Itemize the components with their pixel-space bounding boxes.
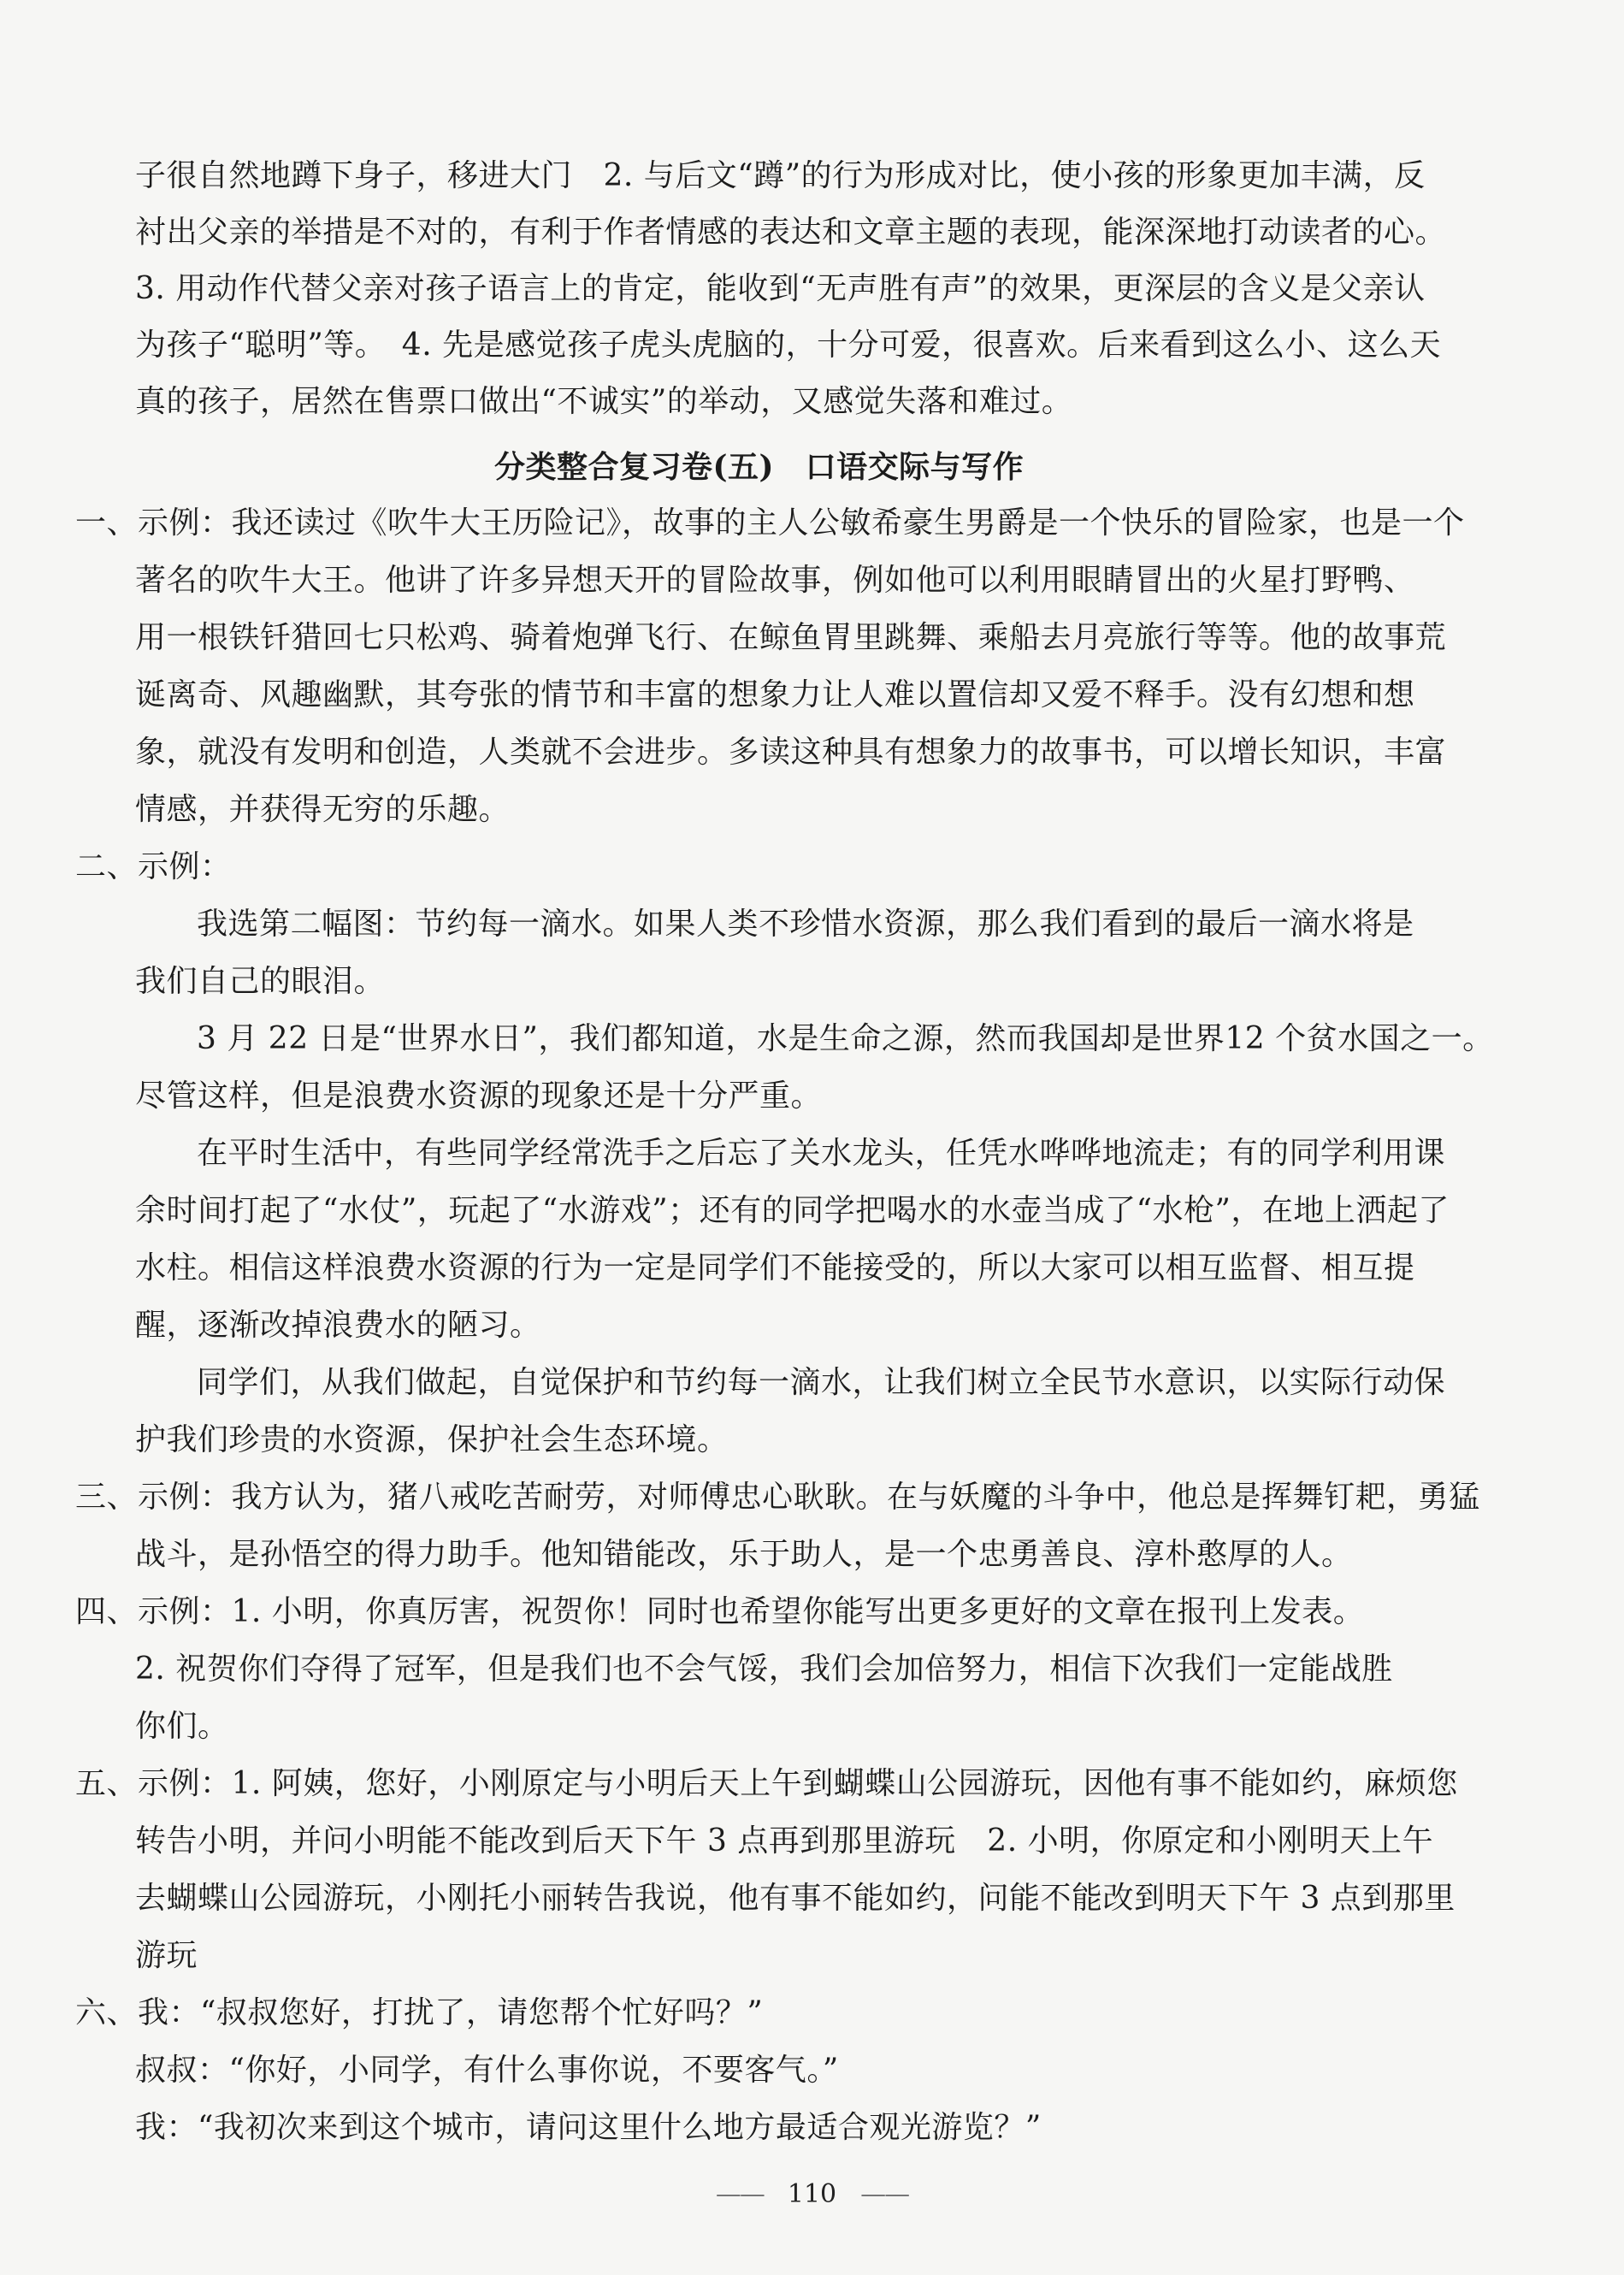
text-line: 二、示例： [75,849,232,884]
section-title: 分类整合复习卷(五) 口语交际与写作 [494,449,1025,485]
page-number-value: 110 [787,2179,837,2209]
page-number-dash-left: —— [715,2179,788,2209]
text-line: 真的孩子，居然在售票口做出“不诚实”的举动，又感觉失落和难过。 [135,384,1073,419]
text-line: 3 月 22 日是“世界水日”，我们都知道，水是生命之源，然而我国却是世界12 个贫水国之一。 [197,1021,1494,1056]
text-line: 诞离奇、风趣幽默，其夸张的情节和丰富的想象力让人难以置信却又爱不释手。没有幻想和想 [135,677,1415,712]
text-line: 2. 祝贺你们夺得了冠军，但是我们也不会气馁，我们会加倍努力，相信下次我们一定能战胜 [135,1652,1393,1687]
text-line: 3. 用动作代替父亲对孩子语言上的肯定，能收到“无声胜有声”的效果，更深层的含义是父亲认 [135,271,1426,306]
text-line: 五、示例：1. 阿姨，您好，小刚原定与小明后天上午到蝴蝶山公园游玩，因他有事不能如约，麻烦您 [75,1766,1458,1801]
text-line: 水柱。相信这样浪费水资源的行为一定是同学们不能接受的，所以大家可以相互监督、相互提 [135,1250,1415,1285]
text-line: 四、示例：1. 小明，你真厉害，祝贺你！同时也希望你能写出更多更好的文章在报刊上发表。 [75,1594,1365,1629]
text-line: 著名的吹牛大王。他讲了许多异想天开的冒险故事，例如他可以利用眼睛冒出的火星打野鸭、 [135,563,1415,598]
text-line: 我选第二幅图：节约每一滴水。如果人类不珍惜水资源，那么我们看到的最后一滴水将是 [197,907,1414,942]
page-number-dash-right: —— [836,2179,909,2209]
text-line: 醒，逐渐改掉浪费水的陋习。 [135,1308,541,1343]
text-line: 你们。 [135,1709,229,1744]
text-line: 子很自然地蹲下身子，移进大门 2. 与后文“蹲”的行为形成对比，使小孩的形象更加丰满，反 [135,158,1426,193]
text-line: 去蝴蝶山公园游玩，小刚托小丽转告我说，他有事不能如约，问能不能改到明天下午 3 点到那里 [135,1881,1456,1916]
text-line: 为孩子“聪明”等。 4. 先是感觉孩子虎头虎脑的，十分可爱，很喜欢。后来看到这么小、这么天 [135,328,1442,363]
text-line: 转告小明，并问小明能不能改到后天下午 3 点再到那里游玩 2. 小明，你原定和小刚明天上午 [135,1823,1434,1858]
text-line: 一、示例：我还读过《吹牛大王历险记》，故事的主人公敏希豪生男爵是一个快乐的冒险家，也是一个 [75,505,1465,541]
text-line: 叔叔：“你好，小同学，有什么事你说，不要客气。” [135,2053,839,2088]
text-line: 余时间打起了“水仗”，玩起了“水游戏”；还有的同学把喝水的水壶当成了“水枪”，在地上洒起了 [135,1193,1450,1228]
page-number [0,2178,1624,2212]
text-line: 游玩 [135,1938,198,1973]
text-line: 用一根铁钎猎回七只松鸡、骑着炮弹飞行、在鲸鱼胃里跳舞、乘船去月亮旅行等等。他的故事荒 [135,620,1447,655]
text-line: 衬出父亲的举措是不对的，有利于作者情感的表达和文章主题的表现，能深深地打动读者的心。 [135,215,1447,250]
text-line: 我：“我初次来到这个城市，请问这里什么地方最适合观光游览？” [135,2110,1042,2145]
text-line: 尽管这样，但是浪费水资源的现象还是十分严重。 [135,1078,823,1114]
text-line: 六、我：“叔叔您好，打扰了，请您帮个忙好吗？” [75,1995,764,2030]
text-line: 同学们，从我们做起，自觉保护和节约每一滴水，让我们树立全民节水意识，以实际行动保 [197,1365,1446,1400]
text-line: 我们自己的眼泪。 [135,964,386,999]
text-line: 情感，并获得无穷的乐趣。 [135,792,511,827]
text-line: 护我们珍贵的水资源，保护社会生态环境。 [135,1422,729,1457]
text-line: 三、示例：我方认为，猪八戒吃苦耐劳，对师傅忠心耿耿。在与妖魔的斗争中，他总是挥舞钉耙，勇猛 [75,1480,1480,1515]
text-line: 战斗，是孙悟空的得力助手。他知错能改，乐于助人，是一个忠勇善良、淳朴憨厚的人。 [135,1537,1353,1572]
text-line: 象，就没有发明和创造，人类就不会进步。多读这种具有想象力的故事书，可以增长知识，丰富 [135,735,1447,770]
text-line: 在平时生活中，有些同学经常洗手之后忘了关水龙头，任凭水哗哗地流走；有的同学利用课 [197,1136,1446,1171]
